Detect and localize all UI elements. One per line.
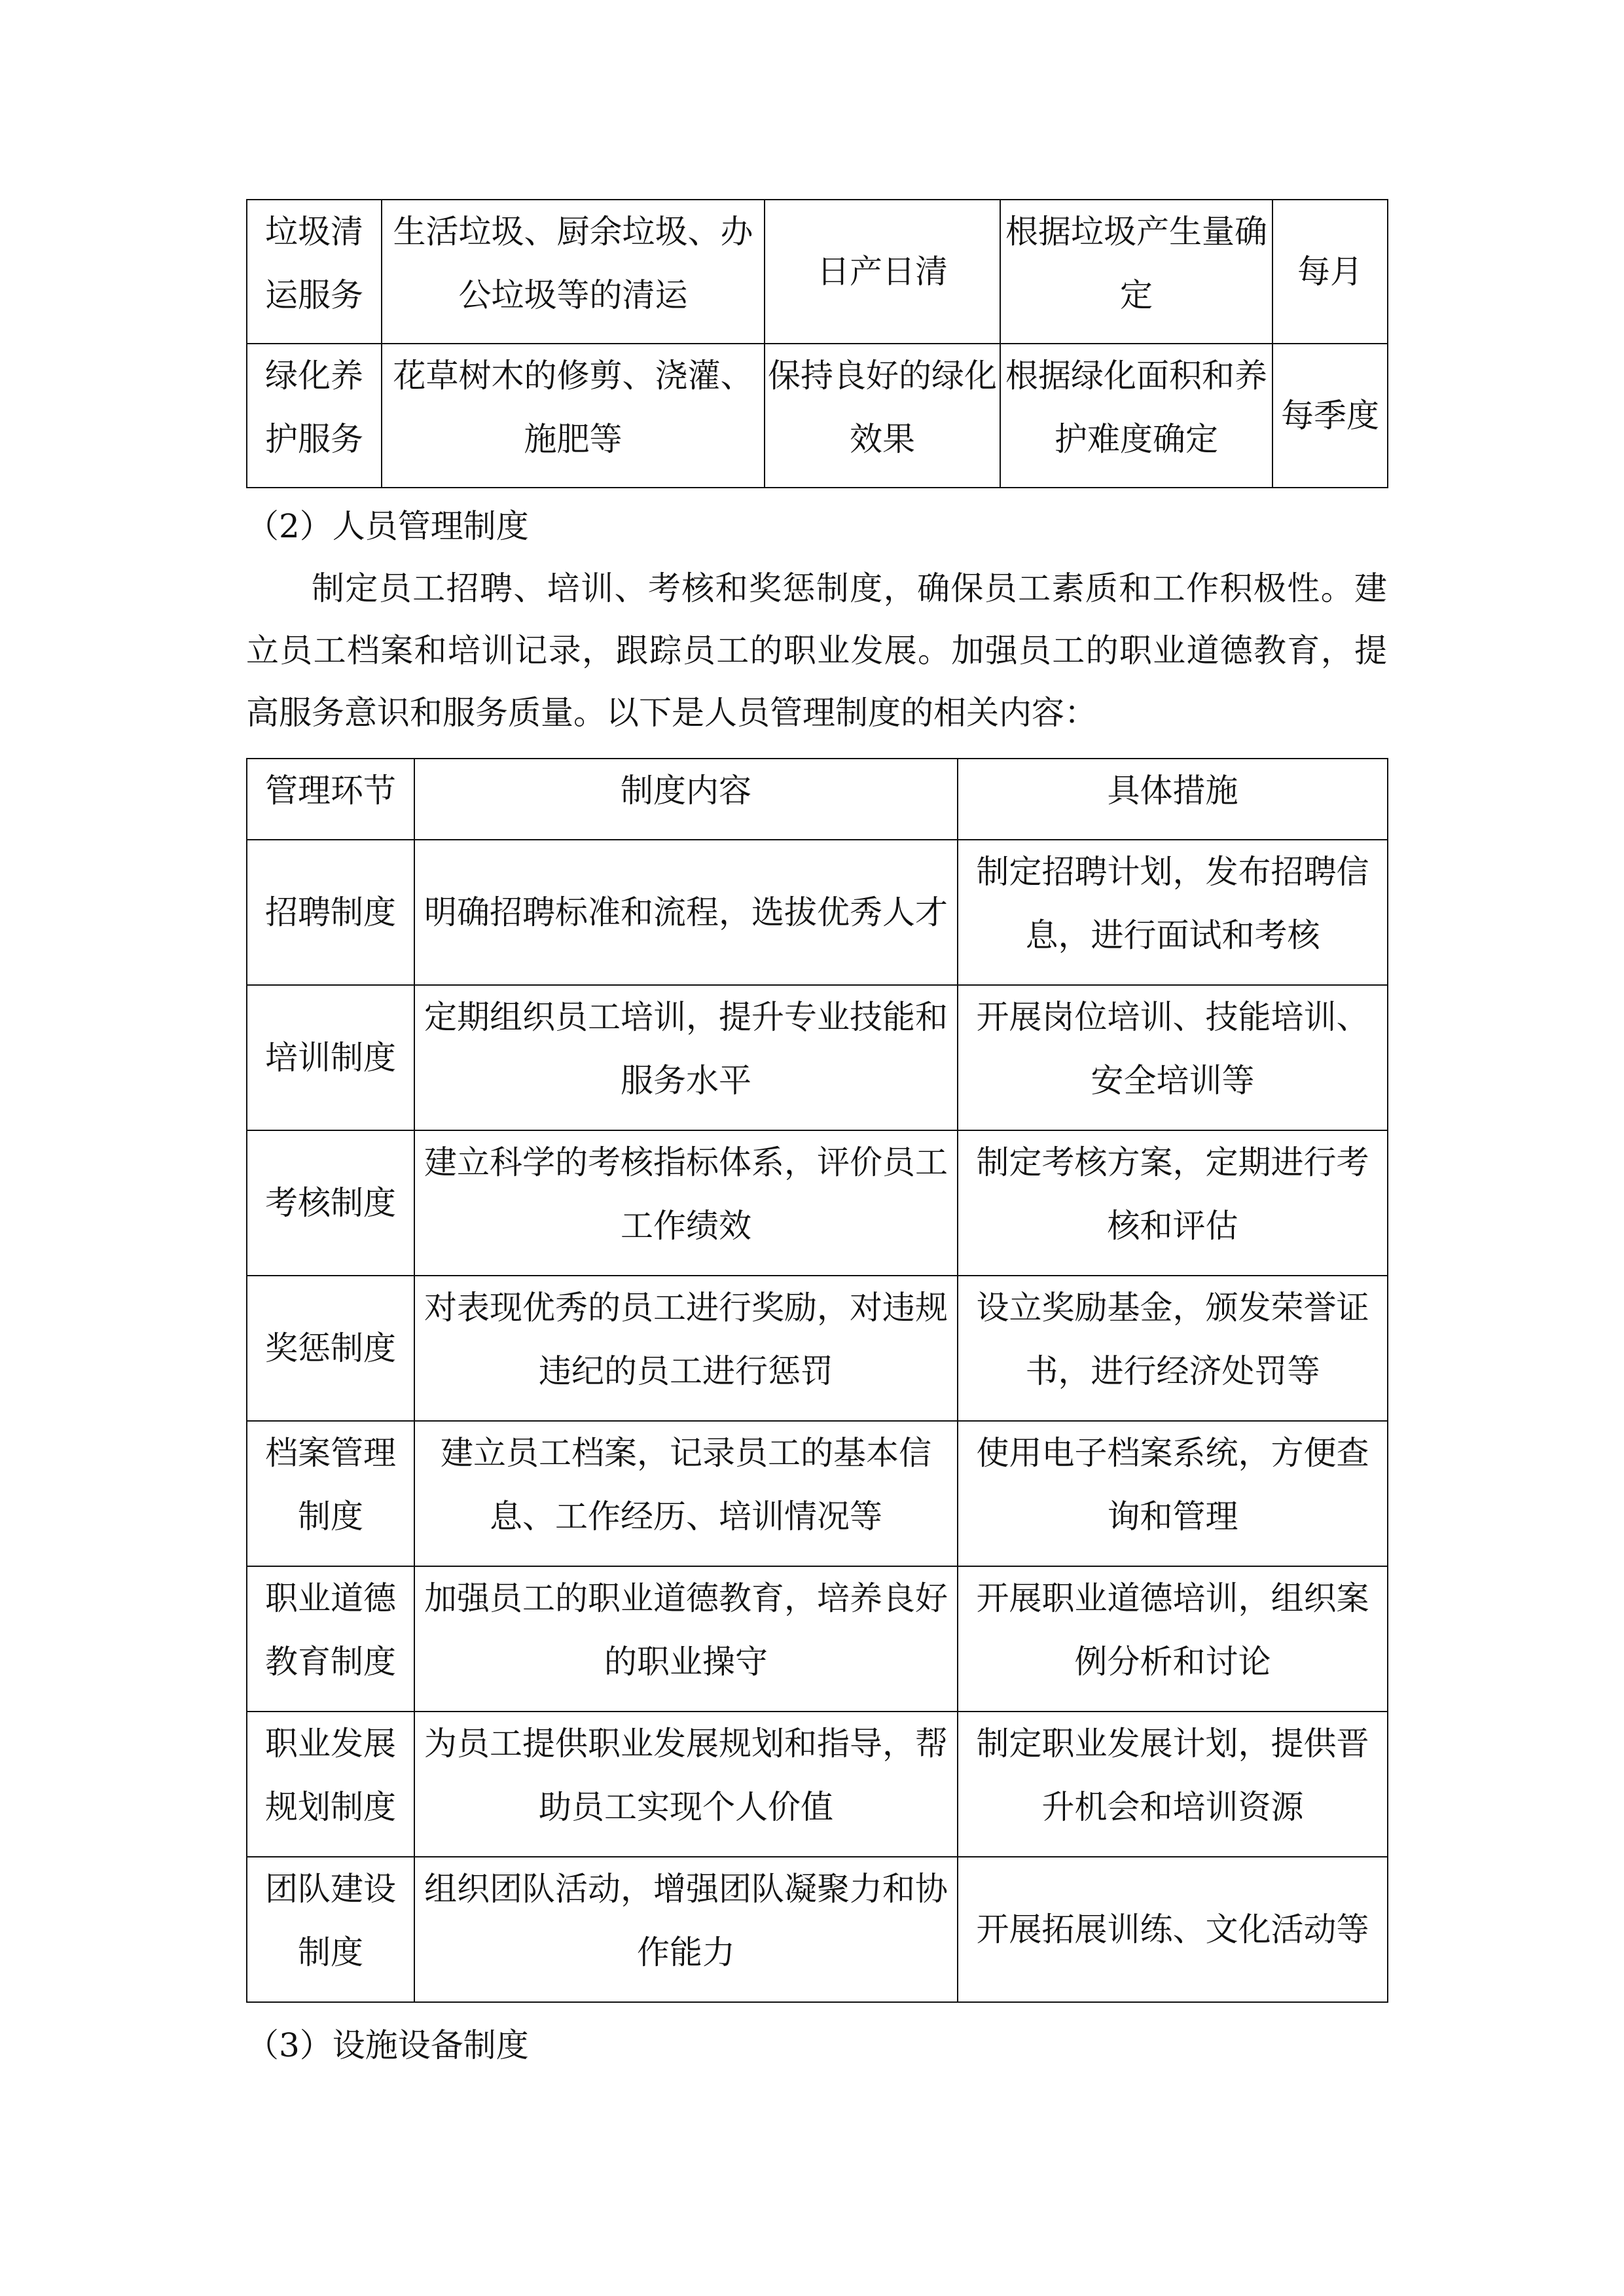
table-cell: 制定考核方案，定期进行考核和评估 xyxy=(958,1130,1388,1276)
table-cell: 开展岗位培训、技能培训、安全培训等 xyxy=(958,985,1388,1130)
table-cell: 招聘制度 xyxy=(247,840,414,985)
section-heading: （2）人员管理制度 xyxy=(246,507,529,545)
table-row xyxy=(247,200,1388,344)
personnel-management-table xyxy=(246,758,1388,2003)
table-cell: 设立奖励基金，颁发荣誉证书，进行经济处罚等 xyxy=(958,1276,1388,1421)
table-row xyxy=(247,1421,1388,1566)
table-cell: 组织团队活动，增强团队凝聚力和协作能力 xyxy=(414,1857,958,2002)
table-cell: 建立员工档案，记录员工的基本信息、工作经历、培训情况等 xyxy=(414,1421,958,1566)
table-cell: 绿化养护服务 xyxy=(247,344,382,488)
table-cell: 职业道德教育制度 xyxy=(247,1566,414,1712)
table-cell: 根据绿化面积和养护难度确定 xyxy=(1000,344,1272,488)
table-cell: 生活垃圾、厨余垃圾、办公垃圾等的清运 xyxy=(382,200,765,344)
table-cell: 垃圾清运服务 xyxy=(247,200,382,344)
table-cell: 每月 xyxy=(1272,200,1388,344)
table-cell: 制定职业发展计划，提供晋升机会和培训资源 xyxy=(958,1712,1388,1857)
table-header-cell: 具体措施 xyxy=(958,759,1388,840)
table-header-row xyxy=(247,759,1388,840)
table-cell: 保持良好的绿化效果 xyxy=(765,344,1000,488)
body-paragraph: 制定员工招聘、培训、考核和奖惩制度，确保员工素质和工作积极性。建立员工档案和培训记录，跟踪员工的职业发展。加强员工的职业道德教育，提高服务意识和服务质量。以下是人员管理制度的相关内容： xyxy=(246,569,1387,732)
table-cell: 花草树木的修剪、浇灌、施肥等 xyxy=(382,344,765,488)
table-row xyxy=(247,1130,1388,1276)
table-cell: 建立科学的考核指标体系，评价员工工作绩效 xyxy=(414,1130,958,1276)
table-cell: 制定招聘计划，发布招聘信息，进行面试和考核 xyxy=(958,840,1388,985)
table-cell: 加强员工的职业道德教育，培养良好的职业操守 xyxy=(414,1566,958,1712)
table-cell: 明确招聘标准和流程，选拔优秀人才 xyxy=(414,840,958,985)
table-cell: 根据垃圾产生量确定 xyxy=(1000,200,1272,344)
table-cell: 定期组织员工培训，提升专业技能和服务水平 xyxy=(414,985,958,1130)
table-cell: 档案管理制度 xyxy=(247,1421,414,1566)
table-cell: 开展拓展训练、文化活动等 xyxy=(958,1857,1388,2002)
table-cell: 开展职业道德培训，组织案例分析和讨论 xyxy=(958,1566,1388,1712)
table-row xyxy=(247,344,1388,488)
table-cell: 为员工提供职业发展规划和指导，帮助员工实现个人价值 xyxy=(414,1712,958,1857)
table-cell: 奖惩制度 xyxy=(247,1276,414,1421)
table-cell: 对表现优秀的员工进行奖励，对违规违纪的员工进行惩罚 xyxy=(414,1276,958,1421)
table-cell: 考核制度 xyxy=(247,1130,414,1276)
table-cell: 每季度 xyxy=(1272,344,1388,488)
table-cell: 日产日清 xyxy=(765,200,1000,344)
table-row xyxy=(247,985,1388,1130)
section-heading: （3）设施设备制度 xyxy=(246,2026,529,2064)
table-row xyxy=(247,840,1388,985)
table-row xyxy=(247,1566,1388,1712)
table-cell: 职业发展规划制度 xyxy=(247,1712,414,1857)
table-cell: 团队建设制度 xyxy=(247,1857,414,2002)
table-row xyxy=(247,1857,1388,2002)
table-row xyxy=(247,1712,1388,1857)
table-header-cell: 制度内容 xyxy=(414,759,958,840)
table-row xyxy=(247,1276,1388,1421)
table-cell: 培训制度 xyxy=(247,985,414,1130)
table-cell: 使用电子档案系统，方便查询和管理 xyxy=(958,1421,1388,1566)
table-header-cell: 管理环节 xyxy=(247,759,414,840)
service-table xyxy=(246,199,1388,488)
